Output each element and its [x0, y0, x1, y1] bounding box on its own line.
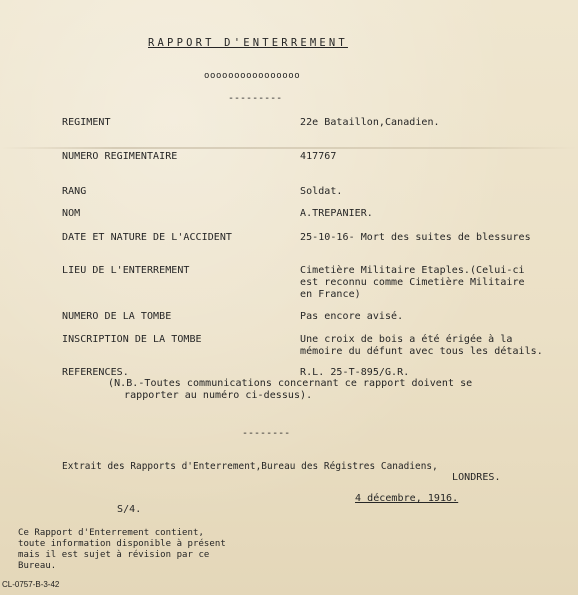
label-numero-tombe: NUMERO DE LA TOMBE [62, 311, 172, 322]
disclaimer-line-3: mais il est sujet à révision par ce [18, 550, 210, 560]
value-date-nature: 25-10-16- Mort des suites de blessures [300, 232, 531, 243]
value-numero-tombe: Pas encore avisé. [300, 311, 404, 322]
archive-reference: CL-0757-B-3-42 [2, 580, 60, 589]
label-date-nature: DATE ET NATURE DE L'ACCIDENT [62, 232, 232, 243]
label-numero-regimentaire: NUMERO REGIMENTAIRE [62, 151, 178, 162]
label-nom: NOM [62, 208, 81, 219]
value-numero-regimentaire: 417767 [300, 151, 337, 162]
value-references: R.L. 25-T-895/G.R. [300, 367, 410, 378]
disclaimer-line-2: toute information disponible à présent [18, 539, 226, 549]
value-lieu-line-1: Cimetière Militaire Etaples.(Celui-ci [300, 265, 525, 276]
value-nom: A.TREPANIER. [300, 208, 373, 219]
value-regiment: 22e Bataillon,Canadien. [300, 117, 440, 128]
label-references: REFERENCES. [62, 367, 129, 378]
value-inscription-line-2: mémoire du défunt avec tous les détails. [300, 346, 543, 357]
report-date: 4 décembre, 1916. [355, 493, 459, 504]
value-lieu-line-2: est reconnu comme Cimetière Militaire [300, 277, 525, 288]
label-inscription: INSCRIPTION DE LA TOMBE [62, 334, 202, 345]
value-inscription-line-1: Une croix de bois a été érigée à la [300, 334, 513, 345]
nb-note-line-2: rapporter au numéro ci-dessus). [124, 390, 313, 401]
extract-line-1: Extrait des Rapports d'Enterrement,Bureau des Régistres Canadiens, [62, 461, 438, 472]
disclaimer-line-4: Bureau. [18, 561, 57, 571]
label-regiment: REGIMENT [62, 117, 111, 128]
divider-bottom: -------- [242, 428, 291, 439]
extract-line-2: LONDRES. [452, 472, 501, 483]
paper-fold-line [0, 147, 578, 149]
document-title: RAPPORT D'ENTERREMENT [148, 37, 348, 49]
signature-mark: S/4. [117, 504, 142, 515]
value-rang: Soldat. [300, 186, 343, 197]
divider-top: --------- [228, 93, 283, 104]
label-rang: RANG [62, 186, 87, 197]
disclaimer-line-1: Ce Rapport d'Enterrement contient, [18, 528, 204, 538]
ornament-row: oooooooooooooooo [204, 71, 301, 81]
value-lieu-line-3: en France) [300, 289, 361, 300]
label-lieu: LIEU DE L'ENTERREMENT [62, 265, 190, 276]
nb-note-line-1: (N.B.-Toutes communications concernant ce rapport doivent se [108, 378, 473, 389]
